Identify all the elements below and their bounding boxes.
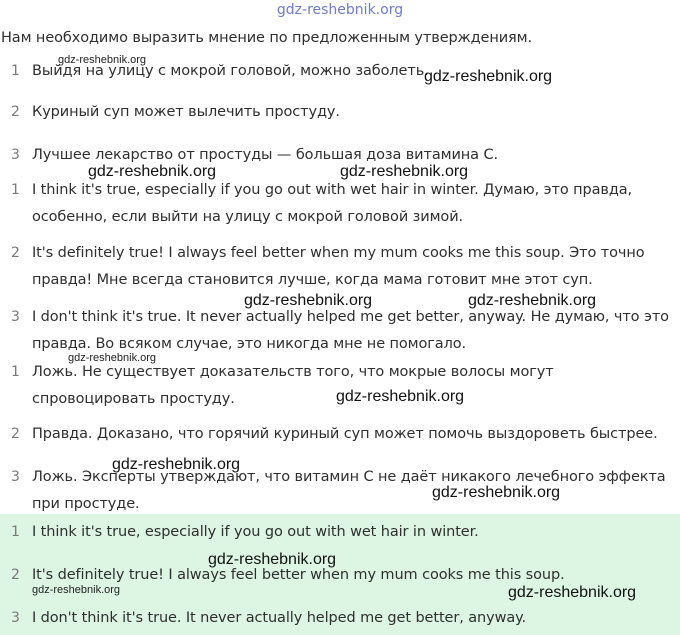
answer-text: Правда. Доказано, что горячий куриный суп может помочь выздороветь быстрее.	[32, 426, 658, 442]
item-number: 3	[11, 147, 20, 163]
watermark: gdz-reshebnik.org	[432, 484, 561, 501]
watermark: gdz-reshebnik.org	[112, 456, 241, 473]
statement-text: Выйдя на улицу с мокрой головой, можно заболеть.	[32, 63, 429, 79]
watermark: gdz-reshebnik.org	[244, 292, 373, 309]
watermark: gdz-reshebnik.org	[336, 388, 465, 405]
answer-text: Ложь. Не существует доказательств того, что мокрые волосы могут спровоцировать простуду.	[32, 364, 554, 407]
statement-text: Куриный суп может вылечить простуду.	[32, 104, 340, 120]
answer-text: I think it's true, especially if you go out with wet hair in winter. Думаю, это правда, особенно, если выйти на улицу с мокрой головой зимой.	[32, 182, 633, 225]
item-number: 2	[11, 245, 20, 261]
watermark: gdz-reshebnik.org	[208, 551, 337, 568]
item-number: 3	[11, 469, 20, 485]
item-number: 2	[11, 567, 20, 583]
watermark: gdz-reshebnik.org	[58, 54, 147, 66]
watermark: gdz-reshebnik.org	[508, 584, 637, 601]
statement-text: Лучшее лекарство от простуды — большая доза витамина С.	[32, 147, 499, 163]
watermark: gdz-reshebnik.org	[88, 163, 217, 180]
watermark: gdz-reshebnik.org	[68, 352, 157, 364]
answer-text: It's definitely true! I always feel better when my mum cooks me this soup.	[32, 567, 565, 583]
item-number: 2	[11, 426, 20, 442]
header-watermark: gdz-reshebnik.org	[276, 2, 404, 18]
answer-text: I think it's true, especially if you go out with wet hair in winter.	[32, 524, 479, 540]
watermark: gdz-reshebnik.org	[424, 68, 553, 85]
item-number: 1	[11, 524, 20, 540]
item-number: 3	[11, 309, 20, 325]
watermark: gdz-reshebnik.org	[468, 292, 597, 309]
item-number: 2	[11, 104, 20, 120]
answer-text: Ложь. Эксперты утверждают, что витамин С не даёт никакого лечебного эффекта при простуде.	[32, 469, 666, 512]
answer-text: I don't think it's true. It never actually helped me get better, anyway. Не думаю, что это правда. Во всяком случае, это никогда мне не помогало.	[32, 309, 669, 352]
item-number: 1	[11, 182, 20, 198]
item-number: 1	[11, 364, 20, 380]
task-instruction: Нам необходимо выразить мнение по предложенным утверждениям.	[1, 30, 533, 46]
item-number: 3	[11, 610, 20, 626]
watermark: gdz-reshebnik.org	[32, 584, 121, 596]
watermark: gdz-reshebnik.org	[340, 163, 469, 180]
answer-text: I don't think it's true. It never actually helped me get better, anyway.	[32, 610, 527, 626]
item-number: 1	[11, 63, 20, 79]
answer-text: It's definitely true! I always feel better when my mum cooks me this soup. Это точно правда! Мне всегда становится лучше, когда мама готовит мне этот суп.	[32, 245, 645, 288]
